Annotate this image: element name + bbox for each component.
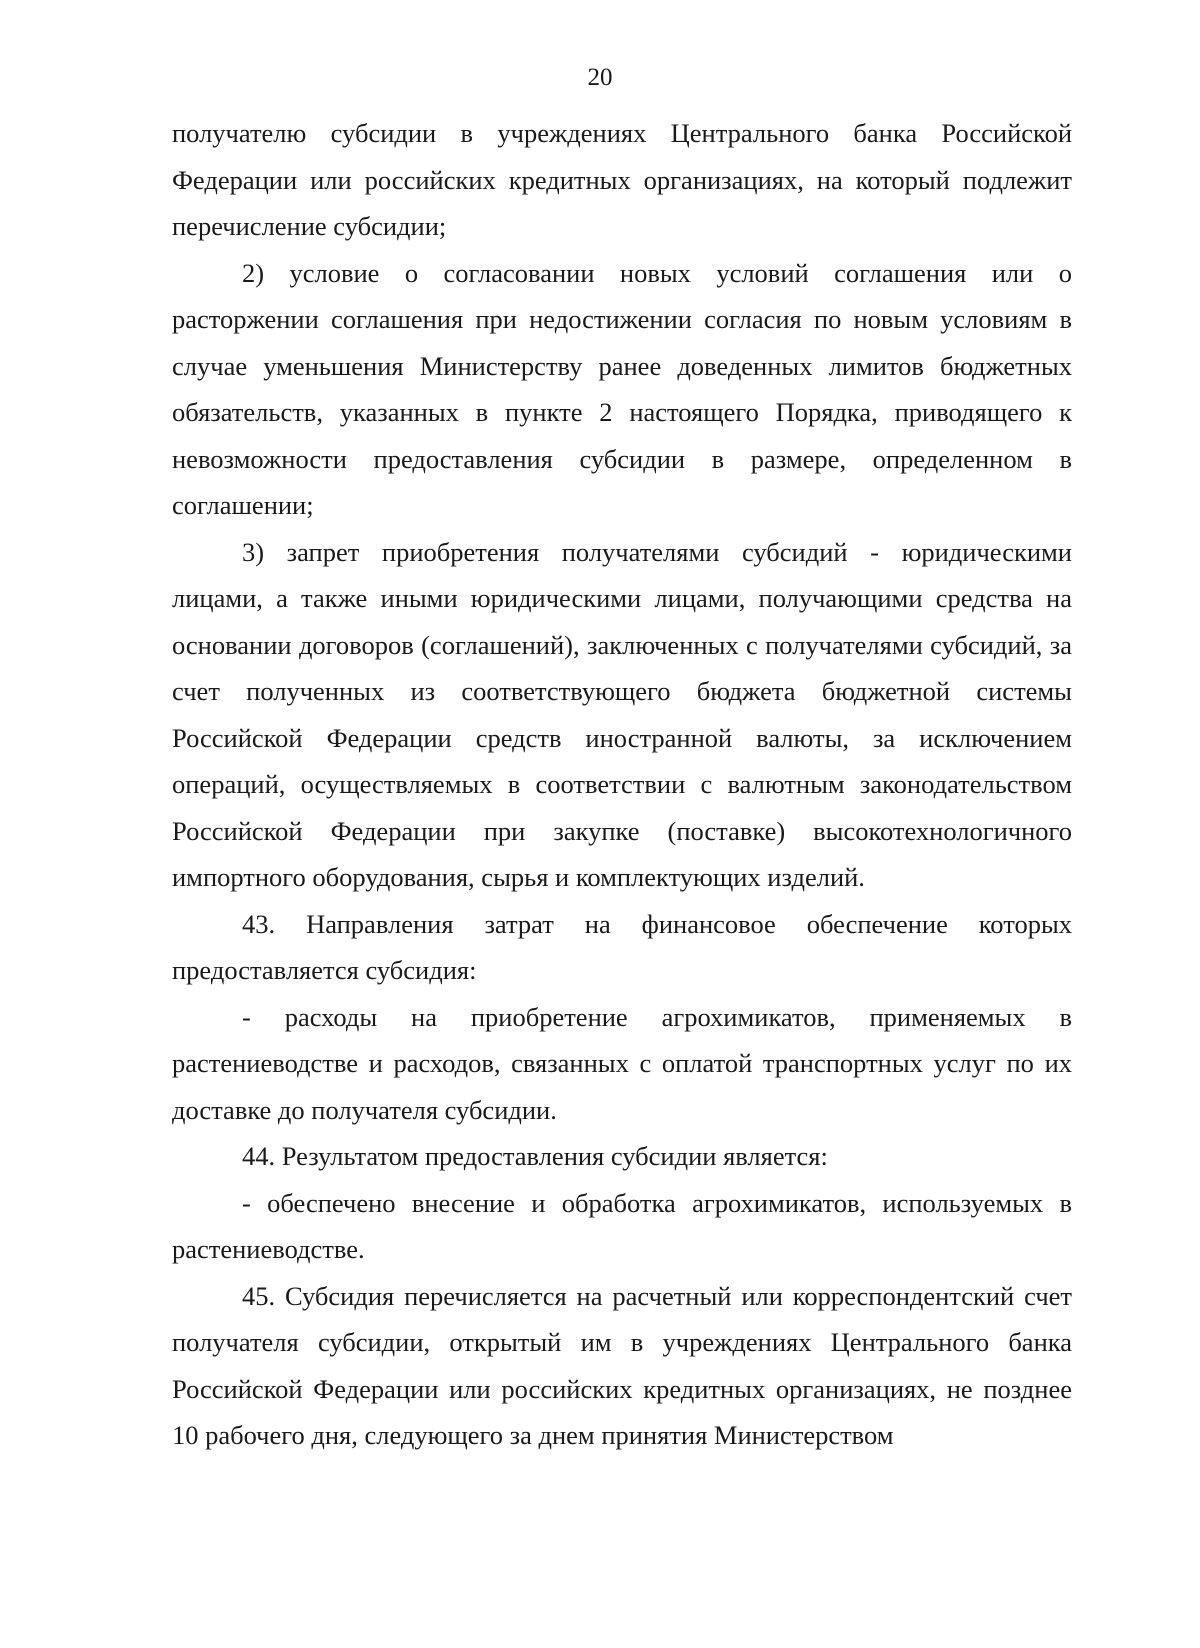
paragraph-continuation: получателю субсидии в учреждениях Центрального банка Российской Федерации или российских кредитных организациях, на который подлежит перечисление субсидии;: [172, 118, 1072, 241]
paragraph-item-2: 2) условие о согласовании новых условий соглашения или о расторжении соглашения при недостижении согласия по новым условиям в случае уменьшения Министерству ранее доведенных лимитов бюджетных обязательств, указанных в пункте 2 настоящего Порядка, приводящего к невозможности предоставления субсидии в размере, определенном в соглашении;: [172, 257, 1072, 520]
paragraph-43: 43. Направления затрат на финансовое обеспечение которых предоставляется субсидия:: [172, 908, 1072, 985]
paragraph-45: 45. Субсидия перечисляется на расчетный или корреспондентский счет получателя субсидии, открытый им в учреждениях Центрального банка Российской Федерации или российских кредитных организациях, не позднее 10 рабочего дня, следующего за днем принятия Министерством: [172, 1280, 1072, 1450]
document-body: [172, 110, 1072, 1459]
paragraph-44: 44. Результатом предоставления субсидии является:: [242, 1141, 828, 1171]
page-number: 20: [587, 64, 613, 91]
paragraph-43-expenses: - расходы на приобретение агрохимикатов, применяемых в растениеводстве и расходов, связанных с оплатой транспортных услуг по их доставке до получателя субсидии.: [172, 1001, 1072, 1125]
paragraph-item-3: 3) запрет приобретения получателями субсидий - юридическими лицами, а также иными юридическими лицами, получающими средства на основании договоров (соглашений), заключенных с получателями субсидий, за счет полученных из соответствующего бюджета бюджетной системы Российской Федерации средств иностранной валюты, за исключением операций, осуществляемых в соответствии с валютным законодательством Российской Федерации при закупке (поставке) высокотехнологичного импортного оборудования, сырья и комплектующих изделий.: [172, 536, 1072, 892]
paragraph-44-result: - обеспечено внесение и обработка агрохимикатов, используемых в растениеводстве.: [172, 1187, 1072, 1264]
